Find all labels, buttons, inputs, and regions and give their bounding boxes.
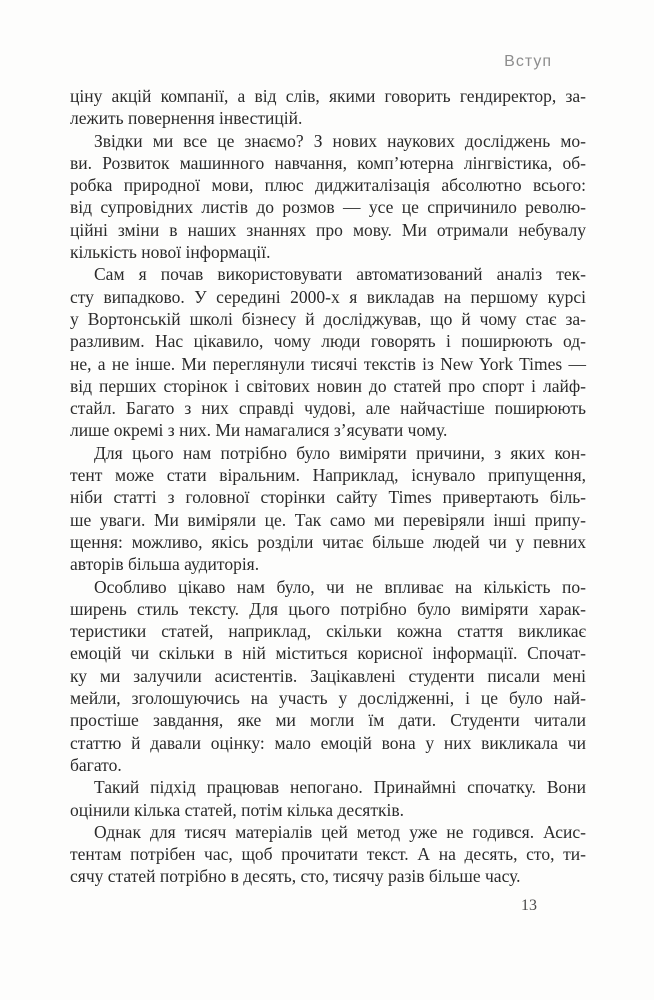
text-line: тентам потрібен час, щоб прочитати текст. А на десять, сто, ти- (70, 844, 586, 865)
text-line: ширень стиль тексту. Для цього потрібно було виміряти харак- (70, 598, 586, 619)
text-line: ви. Розвиток машинного навчання, комп’ютерна лінгвістика, об- (70, 152, 586, 173)
text-line: ніби статті з головної сторінки сайту Times привертають біль- (70, 487, 586, 508)
text-line: сту випадково. У середині 2000-х я викладав на першому курсі (70, 286, 586, 307)
text-line: ційні зміни в наших знаннях про мову. Ми отримали небувалу (70, 219, 586, 240)
text-line: Особливо цікаво нам було, чи не впливає на кількість по- (94, 576, 586, 597)
text-line: Для цього нам потрібно було виміряти причини, з яких кон- (94, 442, 586, 463)
text-line: у Вортонській школі бізнесу й досліджував, що й чому стає за- (70, 308, 586, 329)
text-line: ше уваги. Ми виміряли це. Так само ми перевіряли інші припу- (70, 509, 586, 530)
text-line: лише окремі з них. Ми намагалися з’ясувати чому. (70, 420, 448, 441)
text-line: Сам я почав використовувати автоматизований аналіз тек- (94, 264, 586, 285)
text-line: авторів більша аудиторія. (70, 554, 260, 575)
text-line: мейли, зголошуючись на участь у дослідженні, і це було най- (70, 688, 586, 709)
text-line: Звідки ми все це знаємо? З нових наукових досліджень мо- (94, 130, 586, 151)
text-line: теристики статей, наприклад, скільки кожна стаття викликає (70, 621, 586, 642)
text-line: тент може стати віральним. Наприклад, існувало припущення, (70, 465, 586, 486)
text-line: разливим. Нас цікавило, чому люди говорять і поширюють од- (70, 331, 586, 352)
text-line: сячу статей потрібно в десять, сто, тисячу разів більше часу. (70, 866, 521, 887)
text-line: стайл. Багато з них справді чудові, але найчастіше поширюють (70, 398, 586, 419)
body-text (70, 85, 586, 888)
text-line: від супровідних листів до розмов — усе це спричинило револю- (70, 197, 586, 218)
text-line: простіше завдання, яке ми могли їм дати. Студенти читали (70, 710, 586, 731)
text-line: багато. (70, 754, 122, 775)
text-line: щення: можливо, якісь розділи читає більше людей чи у певних (70, 531, 586, 552)
text-line: Такий підхід працював непогано. Принаймні спочатку. Вони (94, 777, 586, 798)
text-line: емоцій чи скільки в ній міститься корисної інформації. Спочат- (70, 643, 586, 664)
running-header: Вступ (504, 53, 552, 70)
page-number: 13 (521, 897, 537, 914)
text-line: статтю й давали оцінку: мало емоцій вона у них викликала чи (70, 732, 586, 753)
text-line: кількість нової інформації. (70, 242, 271, 263)
text-line: оцінили кілька статей, потім кілька десятків. (70, 799, 404, 820)
text-line: лежить повернення інвестицій. (70, 108, 303, 129)
text-line: робка природної мови, плюс диджиталізація абсолютно всього: (70, 175, 586, 196)
text-line: не, а не інше. Ми переглянули тисячі текстів із New York Times — (70, 353, 586, 374)
text-line: ціну акцій компанії, а від слів, якими говорить гендиректор, за- (70, 86, 586, 106)
text-line: від перших сторінок і світових новин до статей про спорт і лайф- (70, 375, 586, 396)
text-line: Однак для тисяч матеріалів цей метод уже не годився. Асис- (94, 821, 586, 842)
text-line: ку ми залучили асистентів. Зацікавлені студенти писали мені (70, 665, 586, 686)
